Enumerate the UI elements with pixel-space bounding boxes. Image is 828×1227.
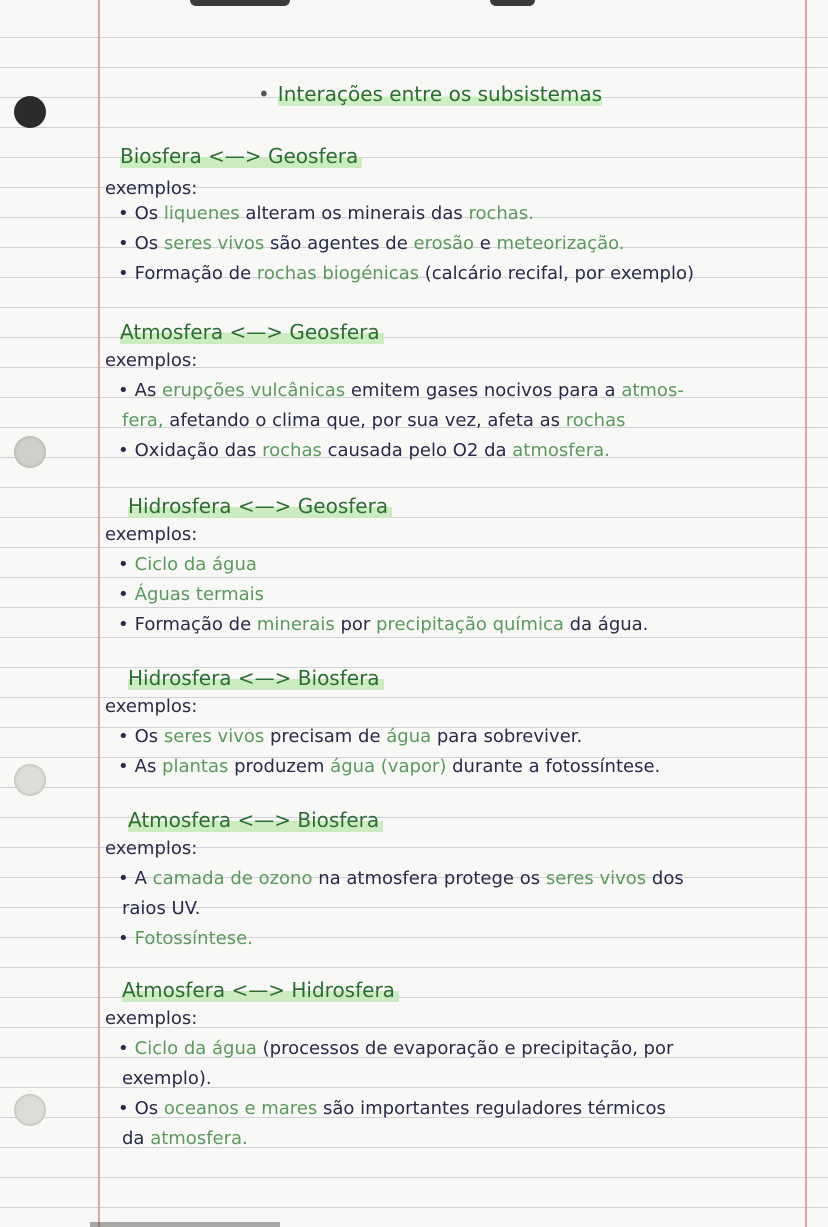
section-heading bbox=[128, 808, 383, 832]
page-title-text: Interações entre os subsistemas bbox=[277, 82, 603, 106]
example-line bbox=[118, 614, 648, 635]
section-heading-text: Biosfera <—> Geosfera bbox=[120, 144, 362, 168]
page-title bbox=[258, 82, 602, 106]
right-margin-line bbox=[805, 0, 807, 1227]
bullet-icon: • bbox=[118, 726, 129, 747]
bullet-icon: • bbox=[118, 928, 129, 949]
binding-mark bbox=[90, 1222, 280, 1227]
note-text: (processos de evaporação e precipitação, por bbox=[256, 1038, 674, 1059]
note-text: Os bbox=[134, 726, 164, 747]
example-line bbox=[122, 898, 200, 919]
note-text: na atmosfera protege os bbox=[312, 868, 546, 889]
example-line bbox=[118, 380, 684, 401]
example-line bbox=[118, 1098, 666, 1119]
note-text: As bbox=[134, 380, 163, 401]
bullet-icon: • bbox=[118, 554, 129, 575]
section-heading-text: Atmosfera <—> Geosfera bbox=[120, 320, 384, 344]
note-text: emitem gases nocivos para a bbox=[345, 380, 622, 401]
example-line bbox=[118, 233, 625, 254]
note-text: afetando o clima que, por sua vez, afeta as bbox=[163, 410, 566, 431]
note-text: durante a fotossíntese. bbox=[446, 756, 661, 777]
bullet-icon: • bbox=[118, 380, 129, 401]
bullet-icon: • bbox=[118, 1098, 129, 1119]
section-heading bbox=[122, 978, 399, 1002]
punch-hole bbox=[14, 96, 46, 128]
bullet-icon: • bbox=[118, 440, 129, 461]
bullet-icon: • bbox=[118, 868, 129, 889]
highlighted-term: rochas. bbox=[468, 203, 534, 224]
example-line bbox=[118, 584, 264, 605]
bullet-icon: • bbox=[118, 614, 129, 635]
bullet-icon: • bbox=[118, 584, 129, 605]
note-text: por bbox=[334, 614, 377, 635]
highlighted-term: Fotossíntese. bbox=[134, 928, 253, 949]
example-line bbox=[118, 440, 610, 461]
note-text: Os bbox=[134, 203, 164, 224]
highlighted-term: água (vapor) bbox=[330, 756, 447, 777]
note-text: e bbox=[474, 233, 497, 254]
note-text: alteram bbox=[239, 203, 322, 224]
bullet-icon: • bbox=[118, 1038, 129, 1059]
example-line bbox=[118, 726, 582, 747]
example-line bbox=[118, 868, 684, 889]
note-text: produzem bbox=[228, 756, 331, 777]
note-text: As bbox=[134, 756, 163, 777]
example-line bbox=[118, 756, 660, 777]
highlighted-term: rochas bbox=[262, 440, 322, 461]
examples-label: exemplos: bbox=[105, 696, 198, 717]
highlighted-term: seres vivos bbox=[163, 233, 265, 254]
note-text: são importantes reguladores térmicos bbox=[317, 1098, 666, 1119]
highlighted-term: atmosfera. bbox=[150, 1128, 248, 1149]
highlighted-term: atmosfera. bbox=[512, 440, 610, 461]
section-heading-text: Atmosfera <—> Hidrosfera bbox=[122, 978, 399, 1002]
note-text: (calcário recifal, por exemplo) bbox=[419, 263, 695, 284]
examples-label: exemplos: bbox=[105, 350, 198, 371]
note-text: para sobreviver. bbox=[431, 726, 583, 747]
highlighted-term: rochas bbox=[565, 410, 626, 431]
note-text: da água. bbox=[563, 614, 649, 635]
bullet-icon: • bbox=[118, 263, 129, 284]
left-margin-line bbox=[98, 0, 100, 1227]
note-text: Formação de bbox=[134, 614, 257, 635]
note-text: Oxidação das bbox=[134, 440, 263, 461]
bullet-icon: • bbox=[118, 756, 129, 777]
highlighted-term: rochas biogénicas bbox=[256, 263, 419, 284]
highlighted-term: Águas termais bbox=[134, 584, 265, 605]
punch-hole bbox=[14, 764, 46, 796]
example-line bbox=[118, 203, 534, 224]
highlighted-term: minerais bbox=[256, 614, 335, 635]
example-line bbox=[118, 1038, 673, 1059]
highlighted-term: Ciclo da água bbox=[134, 1038, 257, 1059]
note-text: raios UV. bbox=[122, 898, 201, 919]
section-heading bbox=[120, 320, 384, 344]
section-heading-text: Hidrosfera <—> Biosfera bbox=[128, 666, 384, 690]
punch-hole bbox=[14, 436, 46, 468]
note-text: Os bbox=[134, 1098, 164, 1119]
highlighted-term: camada de ozono bbox=[152, 868, 313, 889]
section-heading-text: Hidrosfera <—> Geosfera bbox=[128, 494, 392, 518]
note-text: A bbox=[134, 868, 153, 889]
highlighted-term: atmos- bbox=[621, 380, 684, 401]
bullet-icon: • bbox=[258, 82, 270, 106]
section-heading bbox=[128, 494, 392, 518]
bullet-icon: • bbox=[118, 233, 129, 254]
note-text: precisam de bbox=[264, 726, 387, 747]
example-line bbox=[118, 928, 253, 949]
highlighted-term: Ciclo da água bbox=[134, 554, 257, 575]
example-line bbox=[122, 1128, 248, 1149]
binding-mark bbox=[490, 0, 535, 6]
note-text: exemplo). bbox=[122, 1068, 212, 1089]
highlighted-term: oceanos e mares bbox=[163, 1098, 318, 1119]
section-heading-text: Atmosfera <—> Biosfera bbox=[128, 808, 383, 832]
examples-label: exemplos: bbox=[105, 524, 198, 545]
highlighted-term: plantas bbox=[162, 756, 229, 777]
punch-hole bbox=[14, 1094, 46, 1126]
section-heading bbox=[128, 666, 384, 690]
highlighted-term: água bbox=[386, 726, 432, 747]
examples-label: exemplos: bbox=[105, 838, 198, 859]
note-text: os minerais das bbox=[321, 203, 469, 224]
bullet-icon: • bbox=[118, 203, 129, 224]
example-line bbox=[122, 410, 626, 431]
note-text: são agentes de bbox=[264, 233, 414, 254]
highlighted-term: erupções vulcânicas bbox=[162, 380, 346, 401]
highlighted-term: erosão bbox=[413, 233, 475, 254]
examples-label: exemplos: bbox=[105, 1008, 198, 1029]
example-line bbox=[118, 554, 257, 575]
highlighted-term: meteorização. bbox=[496, 233, 625, 254]
highlighted-term: seres vivos bbox=[545, 868, 647, 889]
example-line bbox=[122, 1068, 212, 1089]
section-heading bbox=[120, 144, 362, 168]
note-text: Formação de bbox=[134, 263, 257, 284]
highlighted-term: seres vivos bbox=[163, 726, 265, 747]
binding-mark bbox=[190, 0, 290, 6]
note-text: causada pelo O2 da bbox=[321, 440, 513, 461]
highlighted-term: liquenes bbox=[163, 203, 240, 224]
note-text: da bbox=[122, 1128, 151, 1149]
note-text: Os bbox=[134, 233, 164, 254]
examples-label: exemplos: bbox=[105, 178, 198, 199]
highlighted-term: precipitação química bbox=[376, 614, 564, 635]
highlighted-term: fera, bbox=[122, 410, 164, 431]
note-text: dos bbox=[646, 868, 684, 889]
example-line bbox=[118, 263, 694, 284]
